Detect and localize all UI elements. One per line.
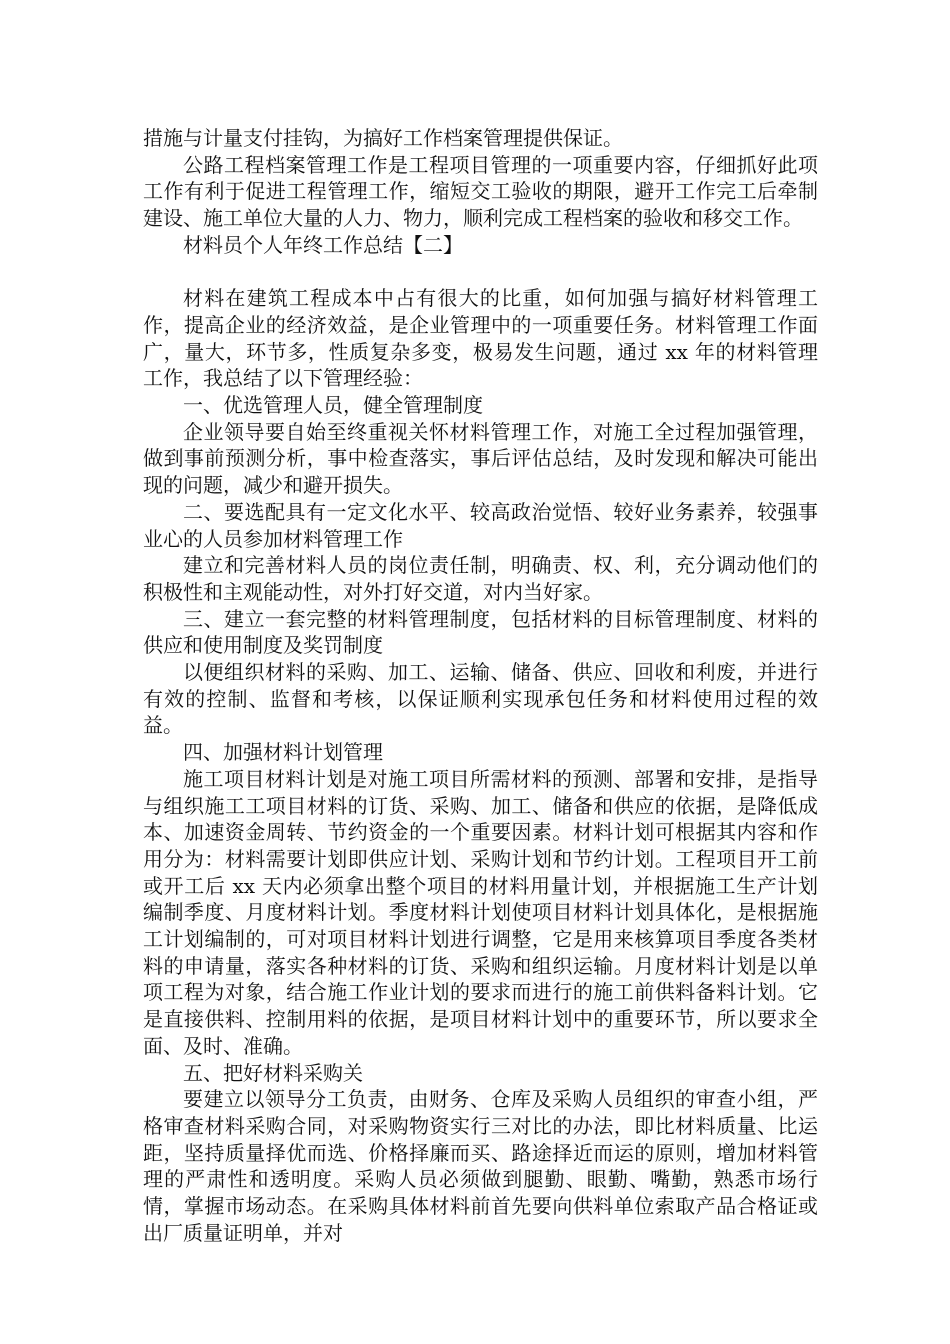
blank-line: [143, 259, 818, 286]
paragraph: 材料在建筑工程成本中占有很大的比重，如何加强与搞好材料管理工作，提高企业的经济效益，是企业管理中的一项重要任务。材料管理工作面广，量大，环节多，性质复杂多变，极易发生问题，通过 xx 年的材料管理工作，我总结了以下管理经验：: [143, 286, 818, 391]
paragraph: 建立和完善材料人员的岗位责任制，明确责、权、利，充分调动他们的积极性和主观能动性，对外打好交道，对内当好家。: [143, 553, 818, 604]
paragraph: 要建立以领导分工负责，由财务、仓库及采购人员组织的审查小组，严格审查材料采购合同，对采购物资实行三对比的办法，即比材料质量、比运距，坚持质量择优而选、价格择廉而买、路途择近而运的原则，增加材料管理的严肃性和透明度。采购人员必须做到腿勤、眼勤、嘴勤，熟悉市场行情，掌握市场动态。在采购具体材料前首先要向供料单位索取产品合格证或出厂质量证明单，并对: [143, 1087, 818, 1245]
section-heading: 三、建立一套完整的材料管理制度，包括材料的目标管理制度、材料的供应和使用制度及奖罚制度: [143, 606, 818, 658]
section-heading: 四、加强材料计划管理: [183, 740, 383, 765]
section-heading: 一、优选管理人员，健全管理制度: [183, 393, 483, 418]
section-title: 材料员个人年终工作总结【二】: [183, 232, 463, 257]
section-heading: 五、把好材料采购关: [183, 1060, 363, 1085]
section-heading: 二、要选配具有一定文化水平、较高政治觉悟、较好业务素养，较强事业心的人员参加材料管理工作: [143, 499, 818, 551]
paragraph: 企业领导要自始至终重视关怀材料管理工作，对施工全过程加强管理，做到事前预测分析，事中检查落实，事后评估总结，及时发现和解决可能出现的问题，减少和避开损失。: [143, 419, 818, 498]
document-body: [143, 125, 818, 1247]
paragraph: 公路工程档案管理工作是工程项目管理的一项重要内容，仔细抓好此项工作有利于促进工程管理工作，缩短交工验收的期限，避开工作完工后牵制建设、施工单位大量的人力、物力，顺利完成工程档案的验收和移交工作。: [143, 152, 818, 231]
paragraph: 施工项目材料计划是对施工项目所需材料的预测、部署和安排，是指导与组织施工工项目材料的订货、采购、加工、储备和供应的依据，是降低成本、加速资金周转、节约资金的一个重要因素。材料计划可根据其内容和作用分为：材料需要计划即供应计划、采购计划和节约计划。工程项目开工前或开工后 xx 天内必须拿出整个项目的材料用量计划，并根据施工生产计划编制季度、月度材料计划。季度材料计划使项目材料计划具体化，是根据施工计划编制的，可对项目材料计划进行调整，它是用来核算项目季度各类材料的申请量，落实各种材料的订货、采购和组织运输。月度材料计划是以单项工程为对象，结合施工作业计划的要求而进行的施工前供料备料计划。它是直接供料、控制用料的依据，是项目材料计划中的重要环节，所以要求全面、及时、准确。: [143, 766, 818, 1058]
paragraph: 以便组织材料的采购、加工、运输、储备、供应、回收和利废，并进行有效的控制、监督和考核，以保证顺利实现承包任务和材料使用过程的效益。: [143, 660, 818, 738]
paragraph: 措施与计量支付挂钩，为搞好工作档案管理提供保证。: [143, 126, 623, 150]
